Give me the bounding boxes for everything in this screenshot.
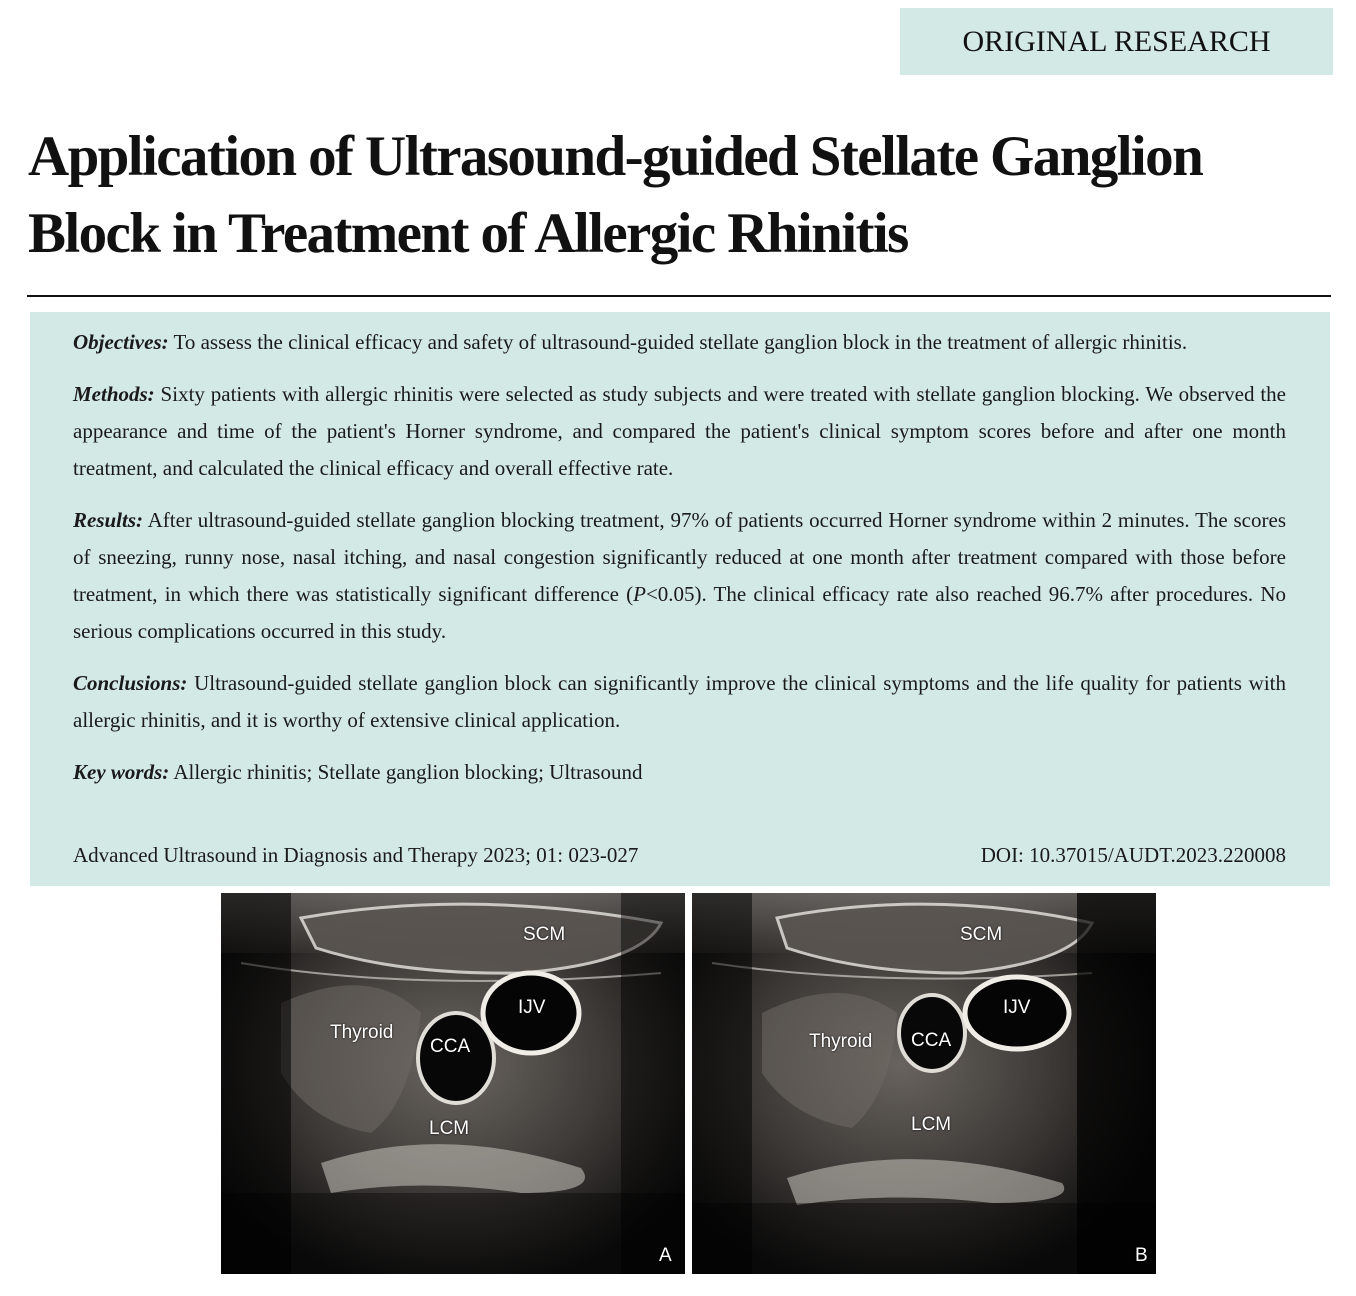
article-type-badge: ORIGINAL RESEARCH xyxy=(900,8,1333,75)
conclusions-label: Conclusions: xyxy=(73,671,188,695)
ultrasound-panel-b xyxy=(692,893,1156,1274)
title-line-2: Block in Treatment of Allergic Rhinitis xyxy=(28,202,908,265)
cca-label-a: CCA xyxy=(430,1036,471,1057)
journal-citation: Advanced Ultrasound in Diagnosis and Therapy 2023; 01: 023-027 xyxy=(73,843,639,867)
panel-letter-a: A xyxy=(659,1245,672,1266)
cca-label-b: CCA xyxy=(911,1030,952,1051)
scm-label-a: SCM xyxy=(523,924,566,945)
abstract-body xyxy=(73,324,1286,806)
lcm-label-b: LCM xyxy=(911,1114,952,1135)
title-line-1: Application of Ultrasound-guided Stellate Ganglion xyxy=(28,125,1203,188)
lcm-label-a: LCM xyxy=(429,1118,470,1139)
objectives-text: To assess the clinical efficacy and safety of ultrasound-guided stellate ganglion block in the treatment of allergic rhinitis. xyxy=(168,330,1188,354)
results-text-b: <0.05). The clinical efficacy rate also reached 96.7% after procedures. No serious complications occurred in this study. xyxy=(73,582,1286,643)
keywords-label: Key words: xyxy=(73,760,170,784)
citation-line xyxy=(73,840,1286,870)
conclusions-paragraph xyxy=(73,665,1286,739)
scm-label-b: SCM xyxy=(960,924,1003,945)
keywords-text: Allergic rhinitis; Stellate ganglion blocking; Ultrasound xyxy=(169,760,643,784)
ultrasound-image-b xyxy=(692,893,1156,1274)
title-divider xyxy=(27,295,1331,297)
ultrasound-image-a xyxy=(221,893,685,1274)
methods-text: Sixty patients with allergic rhinitis were selected as study subjects and were treated with stellate ganglion blocking. We observed the appearance and time of the patient's Horner syndrome, and compared the patient's clinical symptom scores before and after one month treatment, and calculated the clinical efficacy and overall effective rate. xyxy=(73,382,1286,480)
thyroid-label-a: Thyroid xyxy=(330,1022,394,1043)
ijv-label-a: IJV xyxy=(518,997,546,1018)
results-text-a: After ultrasound-guided stellate ganglion blocking treatment, 97% of patients occurred Horner syndrome within 2 minutes. The scores of sneezing, runny nose, nasal itching, and nasal congestion significantly reduced at one month after treatment compared with those before treatment, in which there was statistically significant difference ( xyxy=(73,508,1286,606)
results-paragraph xyxy=(73,502,1286,650)
keywords-paragraph xyxy=(73,754,1286,791)
methods-label: Methods: xyxy=(73,382,155,406)
objectives-label: Objectives: xyxy=(73,330,169,354)
article-title xyxy=(28,118,1338,272)
panel-letter-b: B xyxy=(1135,1245,1148,1266)
ijv-label-b: IJV xyxy=(1003,997,1031,1018)
abstract-box xyxy=(30,312,1330,886)
results-p-symbol: P xyxy=(633,582,646,606)
doi: DOI: 10.37015/AUDT.2023.220008 xyxy=(980,843,1286,867)
thyroid-label-b: Thyroid xyxy=(809,1031,873,1052)
methods-paragraph xyxy=(73,376,1286,487)
results-label: Results: xyxy=(73,508,144,532)
ultrasound-panel-a xyxy=(221,893,685,1274)
objectives-paragraph xyxy=(73,324,1286,361)
conclusions-text: Ultrasound-guided stellate ganglion block can significantly improve the clinical symptoms and the life quality for patients with allergic rhinitis, and it is worthy of extensive clinical application. xyxy=(73,671,1286,732)
